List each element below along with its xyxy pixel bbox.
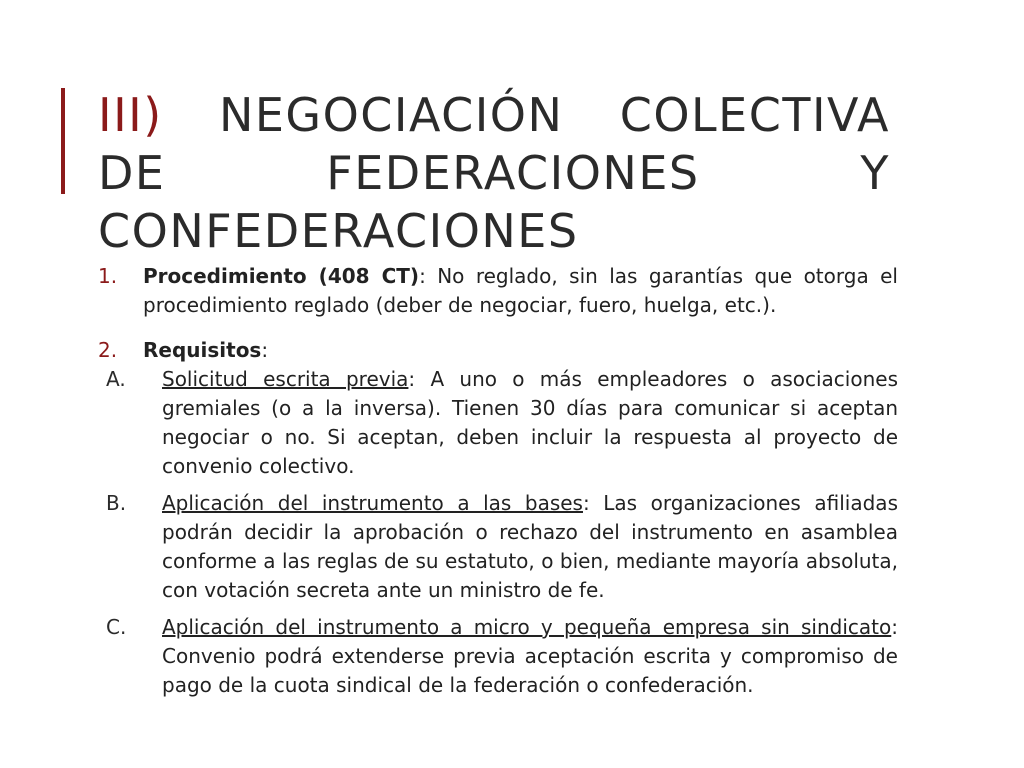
slide-title [98, 86, 890, 260]
title-prefix: III) [98, 88, 163, 142]
list-item-text: : [261, 338, 269, 362]
sub-item-letter: C. [106, 615, 127, 639]
sub-item-letter: B. [106, 491, 127, 515]
slide-content [98, 262, 898, 700]
list-item-procedimiento [98, 262, 898, 320]
sub-item-letter: A. [106, 367, 126, 391]
list-item-requisitos [98, 336, 898, 365]
list-item-label-ref: (408 CT) [306, 264, 420, 288]
sub-item-aplicacion-micro [98, 613, 898, 700]
sub-item-label: Aplicación del instrumento a las bases [162, 491, 583, 515]
list-item-number: 1. [98, 264, 118, 288]
sub-item-aplicacion-bases [98, 489, 898, 605]
sub-item-text: : A uno o más empleadores o asociaciones gremiales (o a la inversa). Tienen 30 días para comunicar si aceptan negociar o no. Si aceptan, deben incluir la respuesta al proyecto de convenio colectivo. [162, 367, 899, 478]
list-item-label: Requisitos [143, 338, 262, 362]
list-item-number: 2. [98, 338, 118, 362]
sub-item-text: : Convenio podrá extenderse previa aceptación escrita y compromiso de pago de la cuota sindical de la federación o confederación. [162, 615, 898, 697]
sub-item-solicitud [98, 365, 898, 481]
sub-item-label: Aplicación del instrumento a micro y pequeña empresa sin sindicato [162, 615, 892, 639]
title-main: NEGOCIACIÓN COLECTIVA DE FEDERACIONES Y CONFEDERACIONES [98, 88, 890, 258]
sub-item-label: Solicitud escrita previa [162, 367, 409, 391]
list-item-text: : No reglado, sin las garantías que otorga el procedimiento reglado (deber de negociar, fuero, huelga, etc.). [143, 264, 898, 317]
sub-item-text: : Las organizaciones afiliadas podrán decidir la aprobación o rechazo del instrumento en asamblea conforme a las reglas de su estatuto, o bien, mediante mayoría absoluta, con votación secreta ante un ministro de fe. [162, 491, 898, 602]
title-accent-bar [61, 88, 65, 194]
list-item-label: Procedimiento [143, 264, 307, 288]
